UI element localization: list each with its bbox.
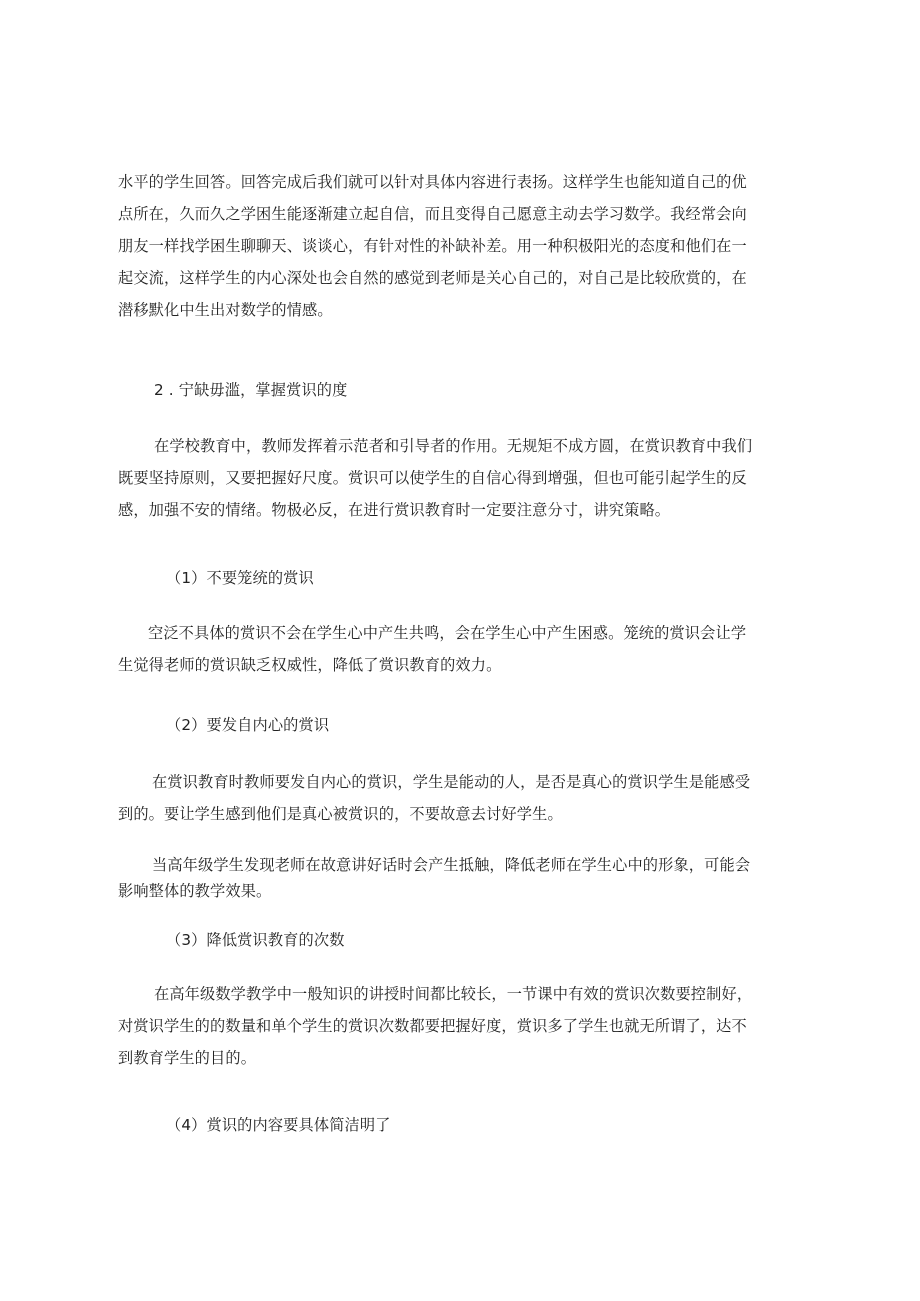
text-line: 既要坚持原则，又要把握好尺度。赏识可以使学生的自信心得到增强，但也可能引起学生的反 bbox=[118, 469, 747, 487]
text-line: 起交流，这样学生的内心深处也会自然的感觉到老师是关心自己的，对自己是比较欣赏的，在 bbox=[118, 269, 747, 287]
text-line: 到教育学生的目的。 bbox=[118, 1049, 257, 1067]
subheading-2 bbox=[118, 709, 866, 741]
paragraph-not-general bbox=[118, 617, 818, 681]
paragraph-reduce-frequency bbox=[118, 978, 818, 1074]
heading-text: （2）要发自内心的赏识 bbox=[166, 716, 330, 734]
heading-text: （3）降低赏识教育的次数 bbox=[166, 931, 345, 949]
text-line: 朋友一样找学困生聊聊天、谈谈心，有针对性的补缺补差。用一种积极阳光的态度和他们在一 bbox=[118, 237, 747, 255]
text-line: 影响整体的教学效果。 bbox=[118, 882, 272, 900]
heading-text: （1）不要笼统的赏识 bbox=[166, 569, 314, 587]
text-line: 到的。要让学生感到他们是真心被赏识的，不要故意去讨好学生。 bbox=[118, 805, 563, 823]
paragraph-sincere bbox=[118, 766, 818, 830]
text-line: 点所在，久而久之学困生能逐渐建立起自信，而且变得自己愿意主动去学习数学。我经常会向 bbox=[118, 205, 747, 223]
text-line: 当高年级学生发现老师在故意讲好话时会产生抵触，降低老师在学生心中的形象，可能会 bbox=[152, 856, 751, 874]
text-line: 空泛不具体的赏识不会在学生心中产生共鸣，会在学生心中产生困惑。笼统的赏识会让学 bbox=[148, 624, 747, 642]
paragraph-senior-students bbox=[118, 852, 818, 904]
text-line: 对赏识学生的的数量和单个学生的赏识次数都要把握好度，赏识多了学生也就无所谓了，达不 bbox=[118, 1017, 747, 1035]
text-line: 生觉得老师的赏识缺乏权威性，降低了赏识教育的效力。 bbox=[118, 656, 502, 674]
text-line: 在学校教育中，教师发挥着示范者和引导者的作用。无规矩不成方圆，在赏识教育中我们 bbox=[154, 437, 753, 455]
section-heading-2 bbox=[118, 374, 854, 406]
subheading-1 bbox=[118, 562, 866, 594]
text-line: 水平的学生回答。回答完成后我们就可以针对具体内容进行表扬。这样学生也能知道自己的优 bbox=[118, 173, 747, 191]
heading-text: 2 . 宁缺毋滥，掌握赏识的度 bbox=[154, 381, 348, 399]
text-line: 在赏识教育时教师要发自内心的赏识，学生是能动的人，是否是真心的赏识学生是能感受 bbox=[152, 773, 751, 791]
subheading-3 bbox=[118, 924, 866, 956]
paragraph-degree-of-appreciation bbox=[118, 430, 818, 526]
text-line: 潜移默化中生出对数学的情感。 bbox=[118, 301, 333, 319]
text-line: 在高年级数学教学中一般知识的讲授时间都比较长，一节课中有效的赏识次数要控制好， bbox=[154, 985, 753, 1003]
subheading-4 bbox=[118, 1109, 866, 1141]
text-line: 感，加强不安的情绪。物极必反，在进行赏识教育时一定要注意分寸，讲究策略。 bbox=[118, 501, 671, 519]
heading-text: （4）赏识的内容要具体简洁明了 bbox=[166, 1116, 391, 1134]
paragraph-praise-weak-students bbox=[118, 166, 818, 326]
